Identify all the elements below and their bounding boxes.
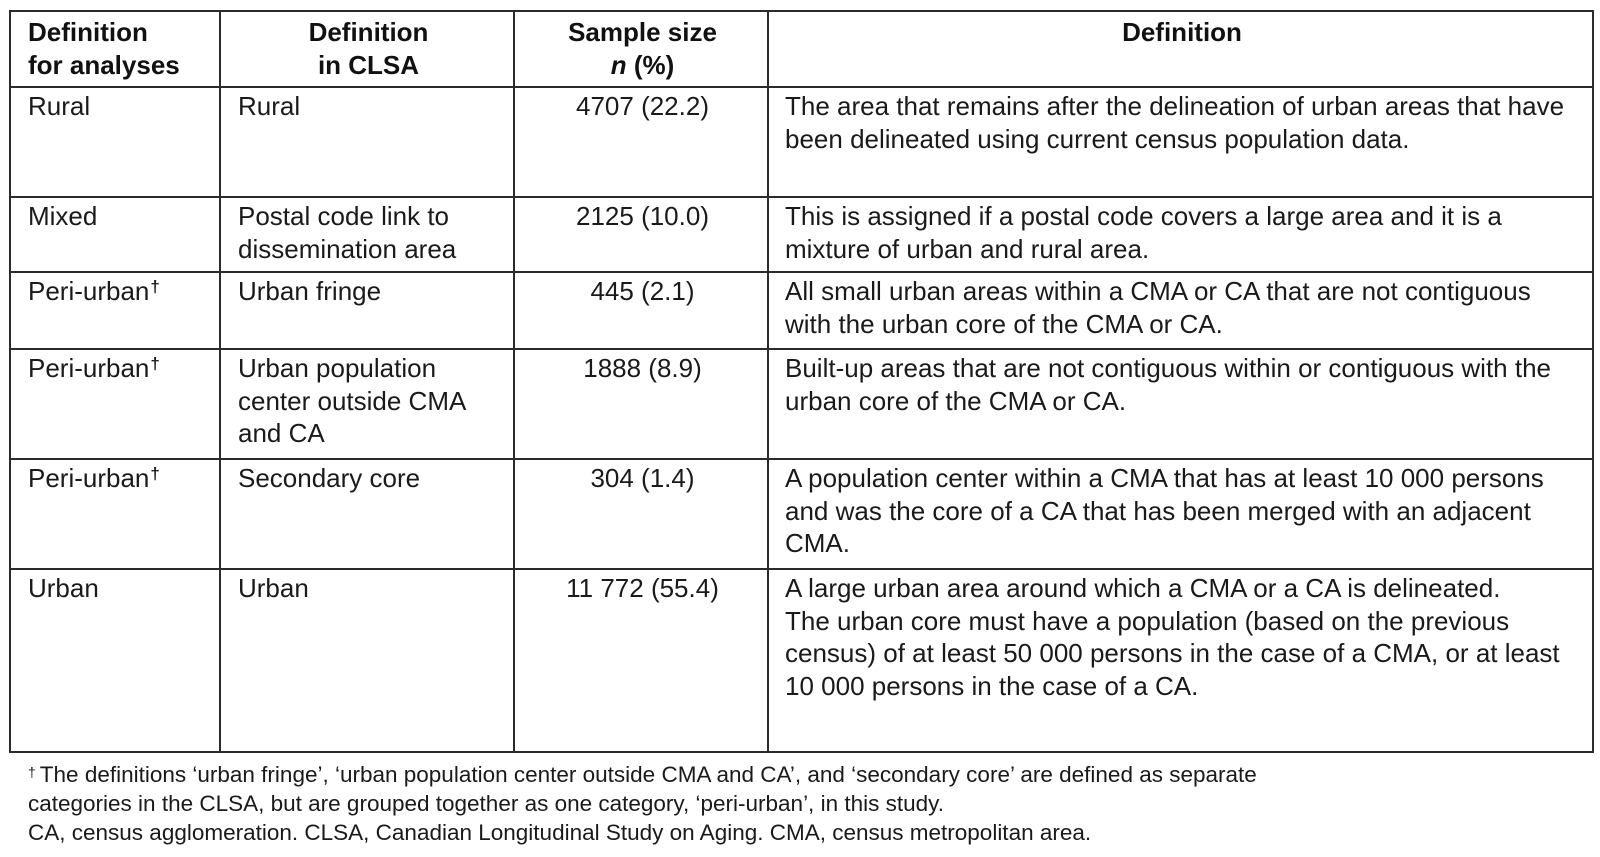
definition-text: A large urban area around which a CMA or a CA is delineated. — [785, 573, 1501, 603]
urban-rural-definitions-table — [9, 10, 1594, 753]
cell-definition — [768, 459, 1593, 569]
dagger-symbol: † — [28, 764, 36, 780]
header-line: for analyses — [28, 49, 180, 80]
cell-clsa-category: Urban population center outside CMA and CA — [220, 349, 514, 459]
table-row — [10, 272, 1593, 349]
cell-definition — [768, 197, 1593, 272]
header-line: Definition — [28, 17, 148, 47]
footnote-text: The definitions ‘urban fringe’, ‘urban population center outside CMA and CA’, and ‘secondary core’ are defined as separate — [39, 762, 1257, 787]
cell-analysis-category: Urban — [10, 569, 220, 752]
cell-clsa-category: Rural — [220, 87, 514, 197]
cell-analysis-category — [10, 272, 220, 349]
cell-sample-size: 304 (1.4) — [514, 459, 768, 569]
header-line — [532, 49, 753, 82]
category-label: Peri-urban — [28, 276, 150, 306]
header-line: Definition — [1122, 17, 1242, 47]
definition-text: A population center within a CMA that has at least 10 000 persons and was the core of a CA that has been merged with an adjacent CMA. — [785, 463, 1544, 558]
cell-sample-size: 11 772 (55.4) — [514, 569, 768, 752]
cell-clsa-category: Postal code link to dissemination area — [220, 197, 514, 272]
cell-clsa-category: Secondary core — [220, 459, 514, 569]
table-row — [10, 87, 1593, 197]
cell-analysis-category — [10, 459, 220, 569]
n-symbol: n — [610, 49, 627, 80]
table-row — [10, 569, 1593, 752]
definition-text: Built-up areas that are not contiguous within or contiguous with the urban core of the CMA or CA. — [785, 353, 1552, 416]
cell-analysis-category — [10, 349, 220, 459]
cell-sample-size: 2125 (10.0) — [514, 197, 768, 272]
percent-label: (%) — [626, 49, 675, 80]
dagger-footnote-marker: † — [150, 464, 160, 483]
dagger-footnote-marker: † — [150, 277, 160, 296]
cell-definition — [768, 569, 1593, 752]
header-line: in CLSA — [317, 49, 420, 80]
table-row — [10, 197, 1593, 272]
table-row — [10, 349, 1593, 459]
footnote-dagger — [28, 760, 1588, 789]
header-definition-in-clsa — [220, 11, 514, 87]
cell-definition — [768, 272, 1593, 349]
definition-text: All small urban areas within a CMA or CA that are not contiguous with the urban core of the CMA or CA. — [785, 276, 1531, 339]
cell-clsa-category: Urban — [220, 569, 514, 752]
cell-definition — [768, 87, 1593, 197]
cell-clsa-category: Urban fringe — [220, 272, 514, 349]
definition-text: The area that remains after the delineation of urban areas that have been delineated using current census population data. — [785, 91, 1565, 154]
category-label: Peri-urban — [28, 353, 150, 383]
cell-sample-size: 4707 (22.2) — [514, 87, 768, 197]
cell-sample-size: 445 (2.1) — [514, 272, 768, 349]
header-sample-size — [514, 11, 768, 87]
cell-analysis-category: Mixed — [10, 197, 220, 272]
dagger-footnote-marker: † — [150, 354, 160, 373]
abbreviations-note: CA, census agglomeration. CLSA, Canadian Longitudinal Study on Aging. CMA, census metropolitan area. — [28, 820, 1092, 845]
cell-definition — [768, 349, 1593, 459]
table-footnotes — [28, 760, 1588, 847]
definitions-table-container — [9, 10, 1592, 753]
definition-text: This is assigned if a postal code covers a large area and it is a mixture of urban and rural area. — [785, 201, 1502, 264]
header-definition-for-analyses — [10, 11, 220, 87]
cell-sample-size: 1888 (8.9) — [514, 349, 768, 459]
category-label: Peri-urban — [28, 463, 150, 493]
definition-text: The urban core must have a population (based on the previous census) of at least 50 000 persons in the case of a CMA, or at least 10 000 persons in the case of a CA. — [785, 605, 1560, 701]
cell-analysis-category: Rural — [10, 87, 220, 197]
header-line: Definition — [308, 17, 429, 47]
footnote-text: categories in the CLSA, but are grouped together as one category, ‘peri-urban’, in this study. — [28, 791, 944, 816]
table-row — [10, 459, 1593, 569]
header-line: Sample size — [568, 17, 717, 47]
table-header-row — [10, 11, 1593, 87]
header-definition — [768, 11, 1593, 87]
